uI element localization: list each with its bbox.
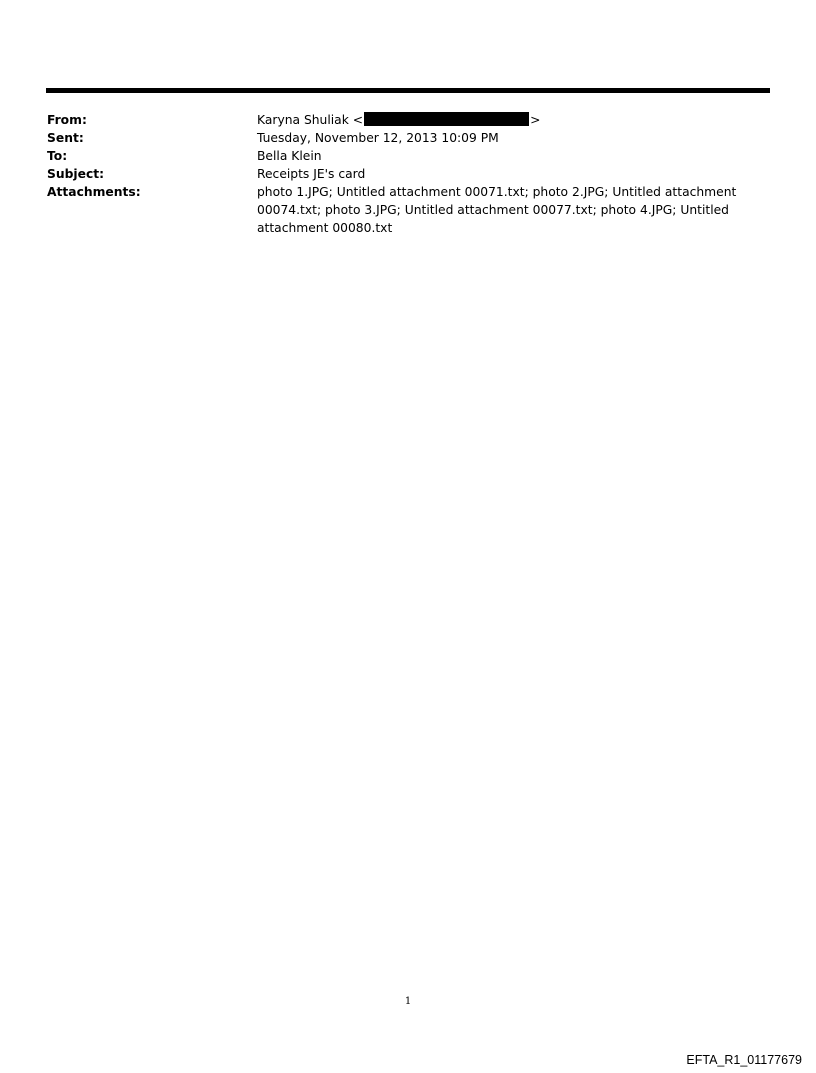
header-divider [46, 88, 770, 93]
subject-value: Receipts JE's card [257, 167, 366, 181]
sent-value: Tuesday, November 12, 2013 10:09 PM [257, 131, 499, 145]
from-label: From: [47, 113, 87, 127]
to-label: To: [47, 149, 68, 163]
bates-number: EFTA_R1_01177679 [686, 1053, 802, 1067]
sender-name: Karyna Shuliak [257, 113, 349, 127]
subject-label: Subject: [47, 167, 105, 181]
from-value [257, 111, 747, 129]
redaction-block [364, 112, 529, 126]
sent-row [47, 129, 747, 147]
from-row [47, 111, 747, 129]
to-row [47, 147, 747, 165]
subject-row [47, 165, 747, 183]
attachments-row [47, 183, 747, 237]
email-open-bracket: < [352, 113, 364, 127]
email-close-bracket: > [530, 113, 541, 127]
attachments-label: Attachments: [47, 185, 141, 199]
sent-label: Sent: [47, 131, 84, 145]
attachments-value: photo 1.JPG; Untitled attachment 00071.txt; photo 2.JPG; Untitled attachment 00074.txt; photo 3.JPG; Untitled attachment 00077.txt; photo 4.JPG; Untitled attachment 00080.txt [257, 185, 737, 235]
email-header [47, 111, 747, 237]
to-value: Bella Klein [257, 149, 322, 163]
page-number: 1 [404, 996, 412, 1007]
